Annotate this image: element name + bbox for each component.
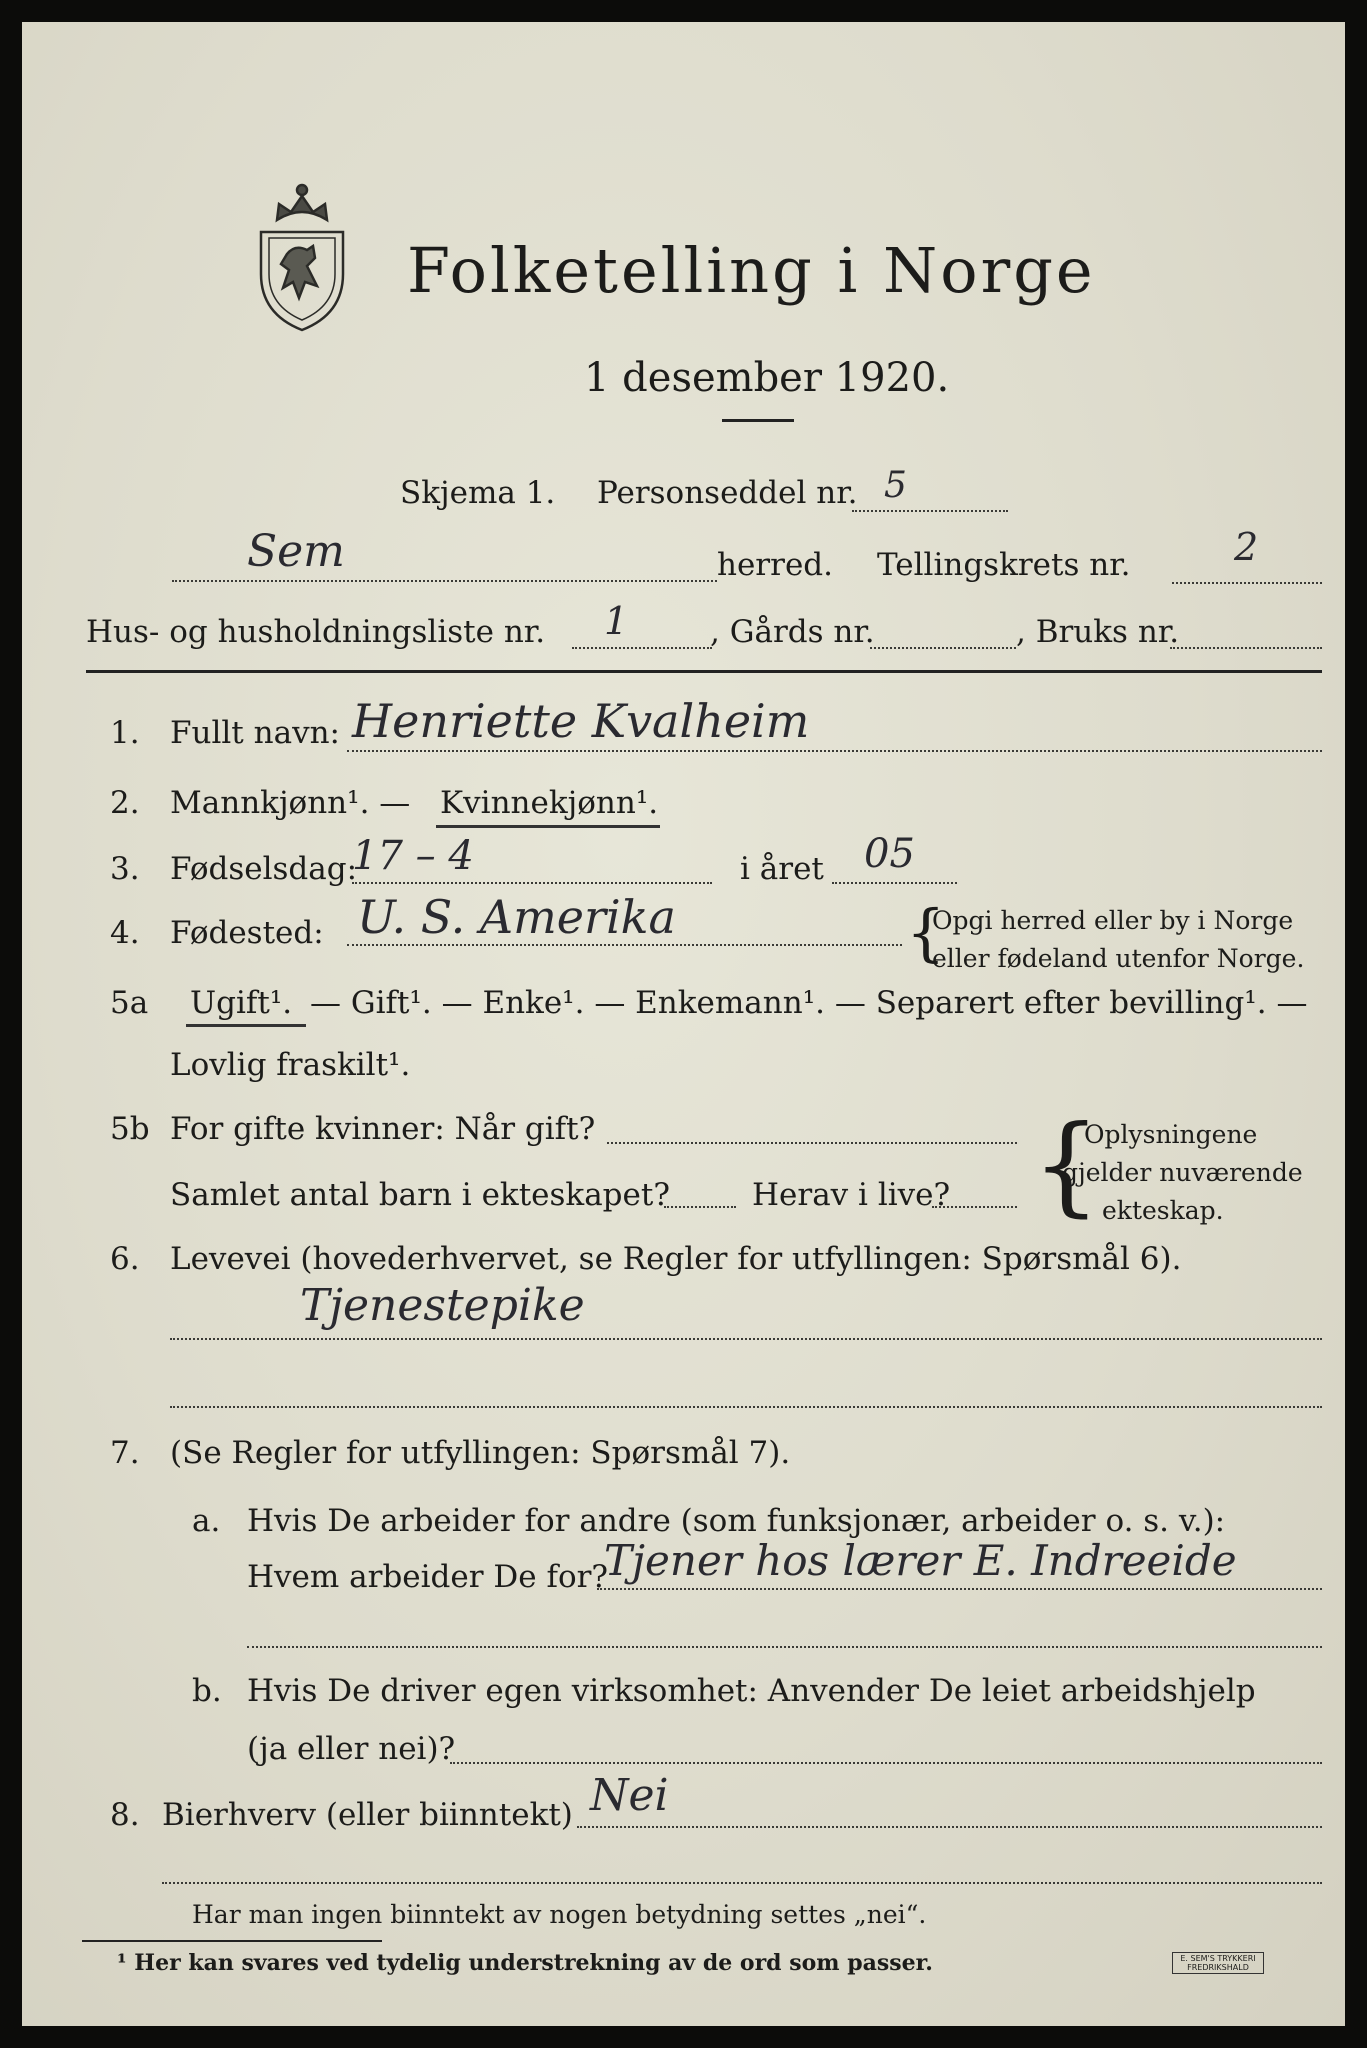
- printer-stamp: E. SEM'S TRYKKERI FREDRIKSHALD: [1172, 1952, 1264, 1974]
- q6-field-2: [170, 1406, 1322, 1408]
- tellingskrets-value: 2: [1234, 525, 1259, 569]
- herred-field: [172, 580, 717, 582]
- q5b-line1: For gifte kvinner: Når gift?: [170, 1111, 596, 1147]
- personseddel-label: Personseddel nr.: [597, 475, 858, 511]
- q2-number: 2.: [110, 785, 140, 821]
- q5b-note-line3: ekteskap.: [1102, 1196, 1224, 1225]
- gards-field: [870, 647, 1016, 649]
- q5b-herav-field: [932, 1206, 1017, 1208]
- q1-value: Henriette Kvalheim: [352, 694, 810, 748]
- q4-note-line2: eller fødeland utenfor Norge.: [932, 944, 1305, 973]
- q8-number: 8.: [110, 1797, 140, 1833]
- q3-year-field: [832, 882, 957, 884]
- q7a-value: Tjener hos lærer E. Indreeide: [604, 1536, 1237, 1585]
- q6-number: 6.: [110, 1241, 140, 1277]
- gards-label: , Gårds nr.: [710, 614, 875, 650]
- hus-label: Hus- og husholdningsliste nr.: [86, 614, 546, 650]
- q2-kvinnekjonn: Kvinnekjønn¹.: [440, 785, 659, 821]
- header-divider: [86, 670, 1322, 673]
- q1-number: 1.: [110, 715, 140, 751]
- title-divider: [722, 419, 794, 422]
- q5b-number: 5b: [110, 1111, 150, 1147]
- q5b-line2: Samlet antal barn i ekteskapet?: [170, 1177, 670, 1213]
- q4-field: [347, 944, 902, 946]
- footnote: ¹ Her kan svares ved tydelig understrekning av de ord som passer.: [117, 1950, 933, 1976]
- personseddel-field: [852, 510, 1008, 512]
- hus-value: 1: [604, 599, 629, 643]
- q5a-lovlig-fraskilt: Lovlig fraskilt¹.: [170, 1047, 411, 1083]
- herred-value: Sem: [247, 526, 345, 577]
- q5a-underline: [186, 1024, 306, 1027]
- q4-number: 4.: [110, 915, 140, 951]
- q3-label: Fødselsdag:: [170, 851, 358, 887]
- census-form: [22, 22, 1345, 2026]
- q7-label: (Se Regler for utfyllingen: Spørsmål 7).: [170, 1435, 791, 1471]
- q3-year-label: i året: [740, 851, 824, 887]
- bruks-field: [1170, 647, 1322, 649]
- q7b-line2: (ja eller nei)?: [247, 1731, 456, 1767]
- personseddel-value: 5: [884, 465, 907, 506]
- q7a-line2: Hvem arbeider De for?: [247, 1559, 609, 1595]
- q3-value: 17 – 4: [352, 833, 474, 879]
- q2-underline: [436, 825, 660, 828]
- q1-field: [347, 750, 1322, 752]
- q5b-note-line2: gjelder nuværende: [1062, 1158, 1303, 1187]
- q7a-field-1: [597, 1588, 1322, 1590]
- form-title: Folketelling i Norge: [407, 234, 1096, 307]
- tellingskrets-field: [1172, 582, 1322, 584]
- q4-note-line1: Opgi herred eller by i Norge: [932, 906, 1294, 935]
- hus-field: [572, 647, 712, 649]
- q6-label: Levevei (hovederhvervet, se Regler for utfyllingen: Spørsmål 6).: [170, 1241, 1182, 1277]
- skjema-label: Skjema 1.: [400, 475, 556, 511]
- q8-field-2: [162, 1882, 1322, 1884]
- q3-year-value: 05: [864, 831, 915, 877]
- q1-label: Fullt navn:: [170, 715, 340, 751]
- q4-label: Fødested:: [170, 915, 324, 951]
- footnote-divider: [82, 1940, 382, 1942]
- q7a-field-2: [247, 1646, 1322, 1648]
- q5b-gift-field: [607, 1142, 1017, 1144]
- coat-of-arms-icon: [247, 174, 357, 334]
- q3-number: 3.: [110, 851, 140, 887]
- q8-value: Nei: [590, 1770, 669, 1821]
- census-date: 1 desember 1920.: [584, 355, 950, 401]
- q2-mannkjonn: Mannkjønn¹. —: [170, 785, 411, 821]
- biinntekt-note: Har man ingen biinntekt av nogen betydning settes „nei“.: [192, 1900, 927, 1929]
- q5a-options: — Gift¹. — Enke¹. — Enkemann¹. — Separert efter bevilling¹. —: [310, 985, 1308, 1021]
- bruks-label: , Bruks nr.: [1016, 614, 1180, 650]
- q8-label: Bierhverv (eller biinntekt): [162, 1797, 573, 1833]
- q7a-line1: Hvis De arbeider for andre (som funksjonær, arbeider o. s. v.):: [247, 1503, 1226, 1539]
- q5a-ugift: Ugift¹.: [190, 985, 293, 1021]
- tellingskrets-label: Tellingskrets nr.: [877, 547, 1131, 583]
- q7a-number: a.: [192, 1503, 221, 1539]
- q5b-brace: {: [1032, 1103, 1101, 1228]
- q3-field: [352, 882, 712, 884]
- q7b-number: b.: [192, 1673, 222, 1709]
- q5b-barn-field: [664, 1206, 736, 1208]
- q6-value: Tjenestepike: [300, 1280, 585, 1331]
- q7b-line1: Hvis De driver egen virksomhet: Anvender De leiet arbeidshjelp: [247, 1673, 1256, 1709]
- q5b-note-line1: Oplysningene: [1084, 1120, 1258, 1149]
- q7-number: 7.: [110, 1435, 140, 1471]
- q7b-field: [450, 1762, 1322, 1764]
- q5b-herav: Herav i live?: [752, 1177, 951, 1213]
- q8-field-1: [577, 1826, 1322, 1828]
- q4-brace: {: [906, 896, 946, 969]
- herred-label: herred.: [717, 547, 833, 583]
- q5a-number: 5a: [110, 985, 149, 1021]
- q6-field-1: [170, 1338, 1322, 1340]
- q4-value: U. S. Amerika: [357, 890, 676, 944]
